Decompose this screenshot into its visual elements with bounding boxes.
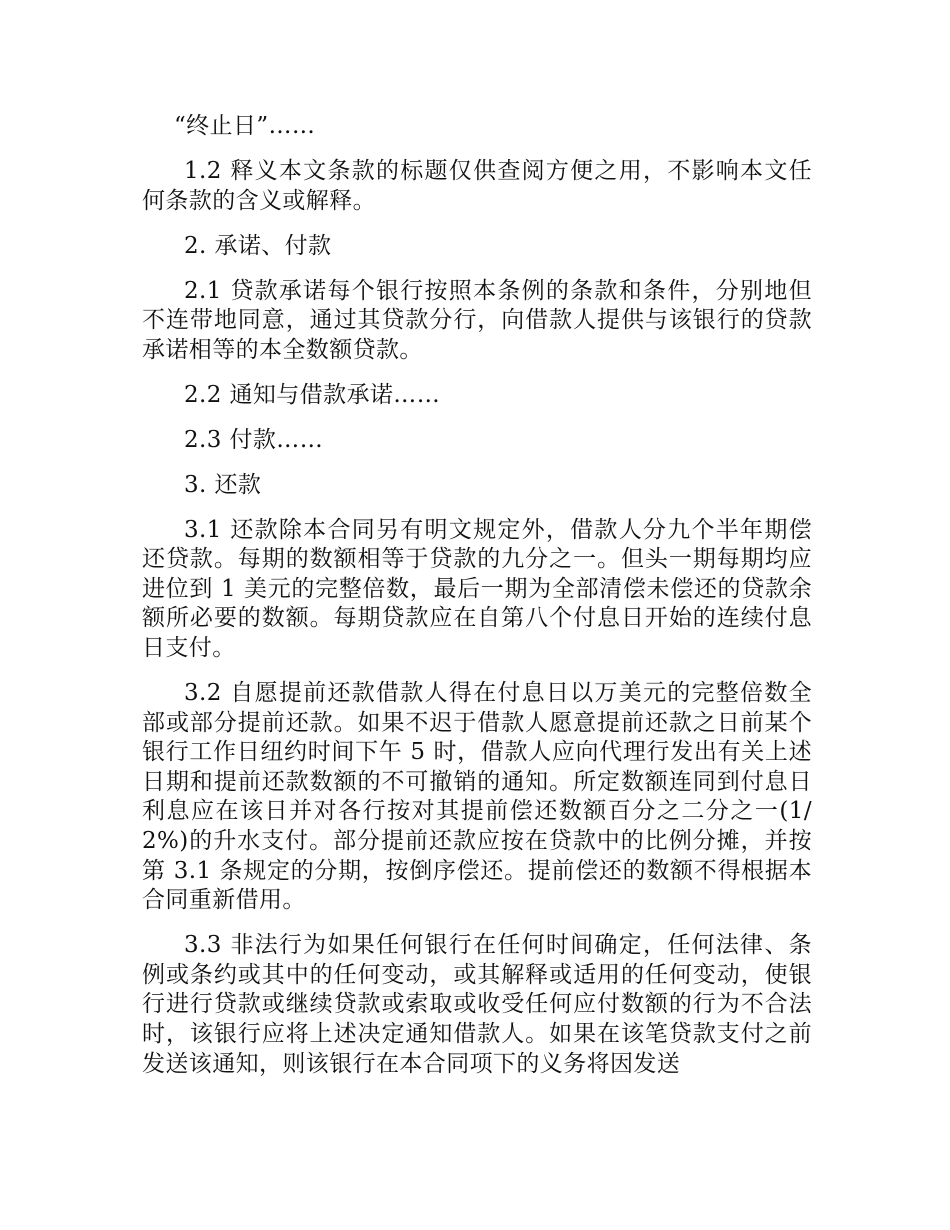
paragraph-3-1-repayment: 3.1 还款除本合同另有明文规定外，借款人分九个半年期偿还贷款。每期的数额相等于贷款的九分之一。但头一期每期均应进位到 1 美元的完整倍数，最后一期为全部清偿未偿还的贷款余额所必要的数额。每期贷款应在自第八个付息日开始的连续付息日支付。 [142,516,812,662]
heading-2-commitment-payment: 2. 承诺、付款 [184,232,332,259]
paragraph-termination-date: “终止日”…… [174,113,316,139]
document-page [142,112,812,1095]
paragraph-3-3-illegality: 3.3 非法行为如果任何银行在任何时间确定，任何法律、条例或条约或其中的任何变动，或其解释或适用的任何变动，使银行进行贷款或继续贷款或索取或收受任何应付数额的行为不合法时，该银行应将上述决定通知借款人。如果在该笔贷款支付之前发送该通知，则该银行在本合同项下的义务将因发送 [142,932,812,1077]
paragraph-3-2-voluntary-prepayment: 3.2 自愿提前还款借款人得在付息日以万美元的完整倍数全部或部分提前还款。如果不迟于借款人愿意提前还款之日前某个银行工作日纽约时间下午 5 时，借款人应向代理行发出有关上述日期和提前还款数额的不可撤销的通知。所定数额连同到付息日利息应在该日并对各行按对其提前偿还数额百分之二分之一(1/2%)的升水支付。部分提前还款应按在贷款中的比例分摊，并按第 3.1 条规定的分期，按倒序偿还。提前偿还的数额不得根据本合同重新借用。 [142,680,812,914]
paragraph-1-2-interpretation: 1.2 释义本文条款的标题仅供查阅方便之用，不影响本文任何条款的含义或解释。 [142,157,812,214]
paragraph-2-2-notice: 2.2 通知与借款承诺…… [184,381,441,408]
heading-3-repayment: 3. 还款 [184,471,262,498]
paragraph-2-1-loan-commitment: 2.1 贷款承诺每个银行按照本条例的条款和条件，分别地但不连带地同意，通过其贷款分行，向借款人提供与该银行的贷款承诺相等的本全数额贷款。 [142,277,812,363]
paragraph-2-3-payment: 2.3 付款…… [184,426,324,453]
